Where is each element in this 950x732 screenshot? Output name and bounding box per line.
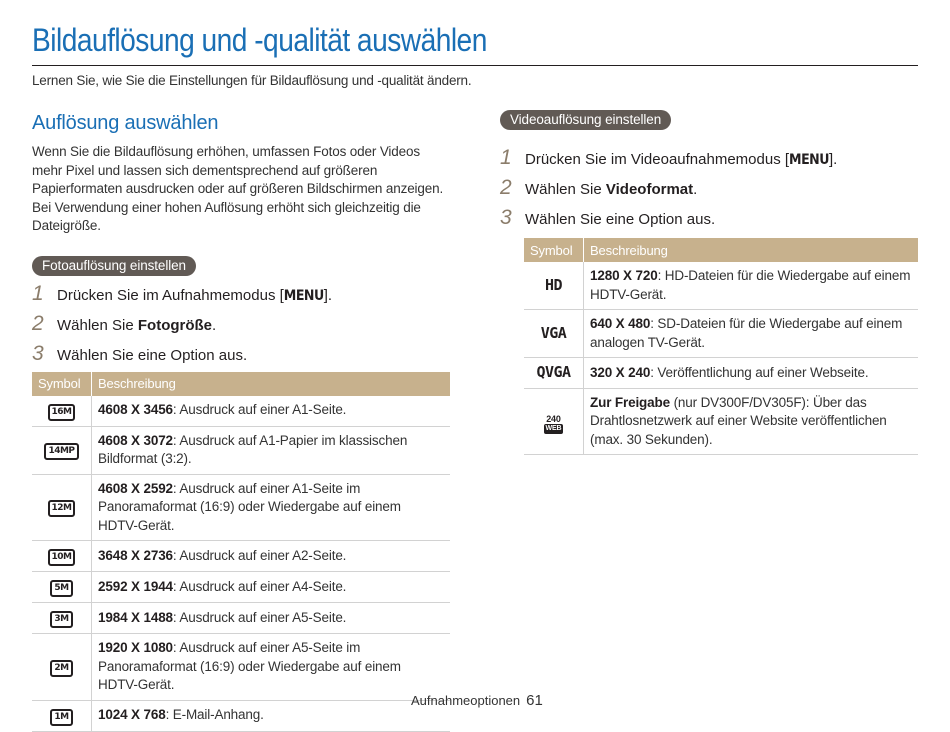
step-item <box>500 176 920 206</box>
resolution-qvga-icon: QVGA <box>536 363 571 381</box>
description-cell <box>92 700 451 731</box>
table-row <box>32 572 450 603</box>
step-item <box>32 312 452 342</box>
col-description: Beschreibung <box>92 372 451 396</box>
description-cell <box>92 396 451 427</box>
resolution-description: : HD-Dateien für die Wiedergabe auf einem HDTV-Gerät. <box>590 268 911 302</box>
resolution-value: 1984 X 1488 <box>98 609 173 625</box>
table-row <box>524 262 918 310</box>
step-bold: Videoformat <box>605 181 694 198</box>
share-icon-top: 240 <box>546 413 561 424</box>
step-text <box>525 181 697 198</box>
step-number: 2 <box>32 311 44 335</box>
description-cell <box>92 603 451 634</box>
menu-button-glyph: MENU <box>283 287 324 304</box>
step-number: 1 <box>32 281 44 305</box>
resolution-14mp-icon: 14MP <box>44 443 78 460</box>
description-cell <box>92 541 451 572</box>
resolution-description: : Veröffentlichung auf einer Webseite. <box>650 364 869 380</box>
step-text <box>57 347 247 364</box>
resolution-description: : E-Mail-Anhang. <box>165 707 264 723</box>
symbol-cell <box>32 634 92 701</box>
symbol-cell <box>32 426 92 474</box>
symbol-cell <box>32 700 92 731</box>
step-text-post: . <box>212 316 217 334</box>
step-bold: Fotogröße <box>137 316 213 334</box>
symbol-cell <box>32 572 92 603</box>
table-row <box>32 603 450 634</box>
table-row <box>524 388 918 455</box>
step-text <box>57 287 332 304</box>
video-steps <box>500 146 920 236</box>
description-cell <box>584 310 919 358</box>
resolution-value: 640 X 480 <box>590 316 651 331</box>
table-row <box>32 426 450 474</box>
description-cell <box>92 474 451 541</box>
table-row <box>32 396 450 427</box>
description-cell <box>584 262 919 310</box>
symbol-cell <box>32 396 92 427</box>
resolution-description: : Ausdruck auf einer A1-Seite. <box>172 402 347 418</box>
step-number: 2 <box>500 176 512 199</box>
page-intro: Lernen Sie, wie Sie die Einstellungen für Bildauflösung und -qualität ändern. <box>32 73 472 88</box>
table-row <box>32 541 450 572</box>
description-cell <box>584 358 919 389</box>
table-row <box>524 310 918 358</box>
step-text-post: . <box>693 181 698 198</box>
step-text-pre: Wählen Sie <box>57 316 138 334</box>
step-text-pre: Drücken Sie im Aufnahmemodus [ <box>57 286 284 304</box>
resolution-1m-icon: 1M <box>50 709 72 726</box>
step-item <box>32 282 452 312</box>
share-icon-web: WEB <box>545 424 562 432</box>
resolution-2m-icon: 2M <box>50 660 72 677</box>
symbol-cell <box>32 603 92 634</box>
resolution-value: 320 X 240 <box>590 364 651 380</box>
table-row <box>524 358 918 389</box>
footer-section: Aufnahmeoptionen <box>411 693 521 708</box>
table-row <box>32 634 450 701</box>
resolution-value: 1280 X 720 <box>590 268 658 283</box>
step-number: 3 <box>32 341 44 365</box>
video-resolution-table <box>524 238 918 455</box>
resolution-description: : Ausdruck auf einer A4-Seite. <box>172 578 347 594</box>
step-text <box>525 151 837 168</box>
symbol-cell <box>524 310 584 358</box>
resolution-value: 4608 X 3456 <box>98 402 173 418</box>
resolution-hd-icon: HD <box>544 275 563 294</box>
resolution-value: Zur Freigabe <box>590 394 670 410</box>
step-text <box>57 317 216 334</box>
step-text-pre: Wählen Sie eine Option aus. <box>57 346 248 364</box>
step-item <box>32 342 452 372</box>
resolution-10m-icon: 10M <box>48 549 76 566</box>
photo-steps <box>32 282 452 372</box>
description-cell <box>584 388 919 455</box>
symbol-cell <box>524 262 584 310</box>
resolution-description: : Ausdruck auf einer A5-Seite im Panoramaformat (16:9) oder Wiedergabe auf einem HDTV-Gerät. <box>98 640 401 692</box>
col-description: Beschreibung <box>584 238 919 262</box>
resolution-description: : SD-Dateien für die Wiedergabe auf einem analogen TV-Gerät. <box>590 316 903 350</box>
page-title: Bildauflösung und -qualität auswählen <box>32 22 487 58</box>
video-resolution-pill: Videoauflösung einstellen <box>500 110 671 130</box>
menu-button-glyph: MENU <box>789 152 829 168</box>
step-text <box>525 211 715 228</box>
resolution-description: : Ausdruck auf einer A5-Seite. <box>172 609 347 625</box>
table-row <box>32 474 450 541</box>
symbol-cell <box>32 474 92 541</box>
page-footer <box>411 692 543 709</box>
share-icon <box>544 414 564 434</box>
photo-resolution-table <box>32 372 450 732</box>
description-cell <box>92 634 451 701</box>
photo-resolution-pill: Fotoauflösung einstellen <box>32 256 196 276</box>
resolution-description: : Ausdruck auf einer A1-Seite im Panoramaformat (16:9) oder Wiedergabe auf einem HDTV-Gerät. <box>98 480 401 533</box>
step-text-pre: Drücken Sie im Videoaufnahmemodus [ <box>525 151 790 168</box>
symbol-cell <box>32 541 92 572</box>
step-text-post: ]. <box>828 151 838 168</box>
left-column <box>32 110 452 732</box>
step-text-pre: Wählen Sie <box>525 181 606 198</box>
resolution-value: 1920 X 1080 <box>98 640 173 655</box>
section-paragraph: Wenn Sie die Bildauflösung erhöhen, umfassen Fotos oder Videos mehr Pixel und lassen sich dementsprechend auf größeren Papierformaten ausdrucken oder auf größeren Bildschirmen anzeigen. Bei Verwendung einer hohen Auflösung erhöht sich gleichzeitig die Dateigröße. <box>32 144 444 233</box>
step-text-pre: Wählen Sie eine Option aus. <box>525 211 716 228</box>
resolution-5m-icon: 5M <box>50 580 72 597</box>
resolution-value: 1024 X 768 <box>98 707 166 723</box>
resolution-value: 3648 X 2736 <box>98 547 173 563</box>
step-item <box>500 206 920 236</box>
symbol-cell <box>524 358 584 389</box>
resolution-description: (nur DV300F/DV305F): Über das Drahtlosnetzwerk auf einer Website veröffentlichen (max. 30 Sekunden). <box>590 394 887 447</box>
step-number: 3 <box>500 206 512 229</box>
resolution-3m-icon: 3M <box>50 611 72 628</box>
page-number: 61 <box>526 692 543 709</box>
resolution-description: : Ausdruck auf einer A2-Seite. <box>172 547 347 563</box>
symbol-cell <box>524 388 584 455</box>
step-number: 1 <box>500 146 512 169</box>
resolution-value: 4608 X 2592 <box>98 480 173 496</box>
right-column <box>500 110 920 455</box>
table-row <box>32 700 450 731</box>
step-text-post: ]. <box>323 286 333 304</box>
col-symbol: Symbol <box>32 372 92 396</box>
resolution-value: 4608 X 3072 <box>98 432 173 448</box>
resolution-vga-icon: VGA <box>540 323 567 342</box>
step-item <box>500 146 920 176</box>
title-rule <box>32 65 918 66</box>
description-cell <box>92 426 451 474</box>
description-cell <box>92 572 451 603</box>
resolution-12m-icon: 12M <box>48 500 76 517</box>
resolution-description: : Ausdruck auf A1-Papier im klassischen Bildformat (3:2). <box>98 432 408 466</box>
resolution-16m-icon: 16M <box>48 404 76 421</box>
resolution-value: 2592 X 1944 <box>98 578 173 594</box>
col-symbol: Symbol <box>524 238 584 262</box>
section-heading: Auflösung auswählen <box>32 112 219 134</box>
